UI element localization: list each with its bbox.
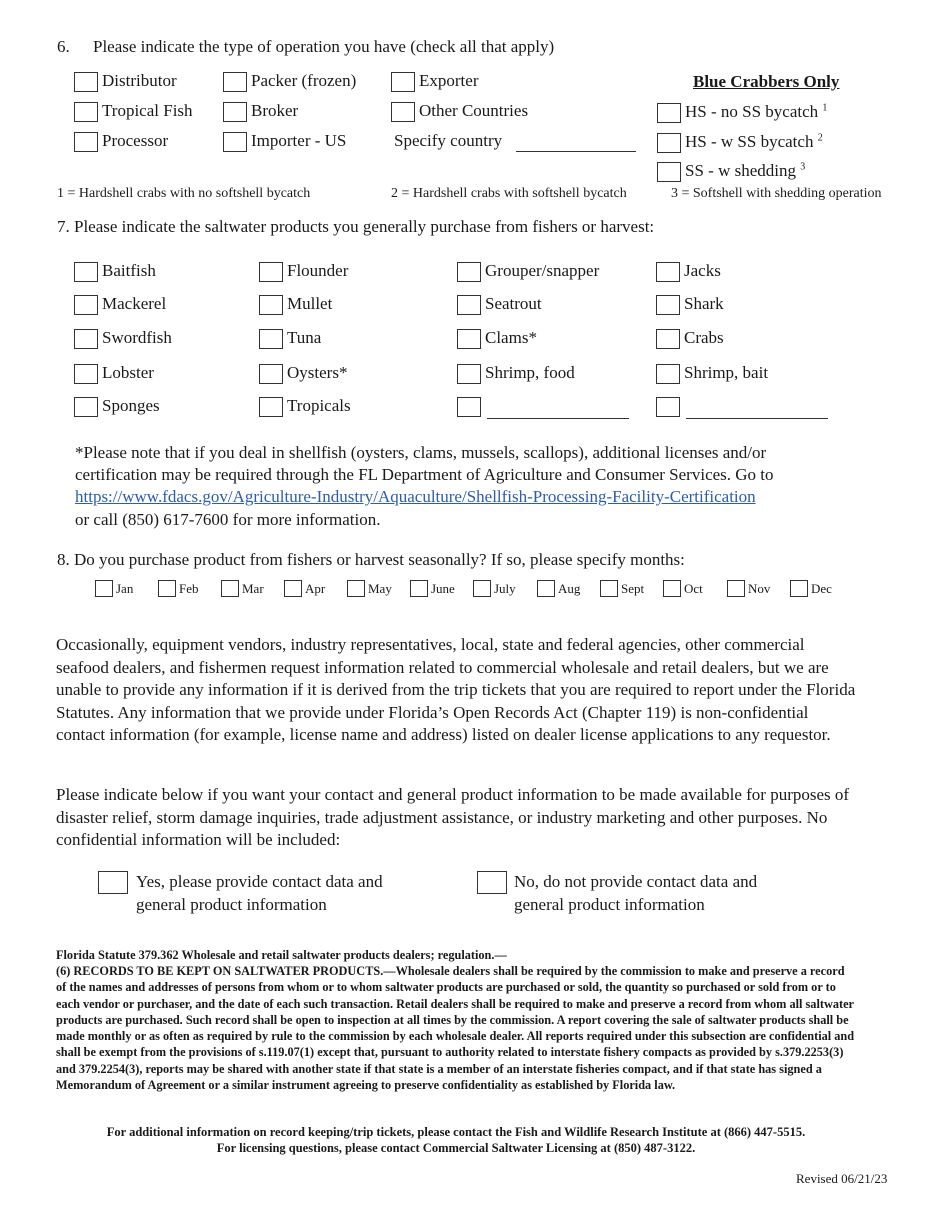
label-mullet: Mullet <box>287 294 333 313</box>
checkbox-shrimp-bait[interactable] <box>656 364 680 384</box>
label-seatrout: Seatrout <box>485 294 542 313</box>
label-tropical-fish: Tropical Fish <box>102 101 193 120</box>
label-specify-country: Specify country <box>394 131 503 150</box>
footnote-3: 3 = Softshell with shedding operation <box>671 186 882 201</box>
label-month-aug: Aug <box>558 581 581 596</box>
checkbox-importer-us[interactable] <box>223 132 247 152</box>
checkbox-jacks[interactable] <box>656 262 680 282</box>
label-month-mar: Mar <box>242 581 264 596</box>
checkbox-other-product-2[interactable] <box>656 397 680 417</box>
blue-crabbers-title: Blue Crabbers Only <box>693 72 840 91</box>
other-product-2-input[interactable] <box>686 418 828 419</box>
label-month-feb: Feb <box>179 581 199 596</box>
label-month-june: June <box>431 581 455 596</box>
contact-line-1: For additional information on record keeping/trip tickets, please contact the Fish and Wildlife Research Institute at (866) 447-5515. <box>106 1125 806 1139</box>
q6-number: 6. <box>57 37 70 56</box>
shellfish-note-line-1: *Please note that if you deal in shellfish (oysters, clams, mussels, scallops), additional licenses and/or <box>75 443 767 462</box>
checkbox-month-dec[interactable] <box>790 580 808 597</box>
other-product-1-input[interactable] <box>487 418 629 419</box>
label-jacks: Jacks <box>684 261 721 280</box>
checkbox-ss-w-shedding[interactable] <box>657 162 681 182</box>
checkbox-other-countries[interactable] <box>391 102 415 122</box>
label-processor: Processor <box>102 131 169 150</box>
checkbox-hs-no-ss-bycatch[interactable] <box>657 103 681 123</box>
checkbox-seatrout[interactable] <box>457 295 481 315</box>
label-shrimp-bait: Shrimp, bait <box>684 363 769 382</box>
checkbox-lobster[interactable] <box>74 364 98 384</box>
label-broker: Broker <box>251 101 299 120</box>
statute-title: Florida Statute 379.362 Wholesale and retail saltwater products dealers; regulation.— <box>56 948 507 962</box>
label-swordfish: Swordfish <box>102 328 172 347</box>
label-month-oct: Oct <box>684 581 703 596</box>
label-baitfish: Baitfish <box>102 261 156 280</box>
checkbox-tropicals[interactable] <box>259 397 283 417</box>
label-sponges: Sponges <box>102 396 160 415</box>
checkbox-swordfish[interactable] <box>74 329 98 349</box>
checkbox-month-jan[interactable] <box>95 580 113 597</box>
checkbox-processor[interactable] <box>74 132 98 152</box>
label-month-apr: Apr <box>305 581 326 596</box>
label-oysters: Oysters* <box>287 363 348 382</box>
checkbox-yes-provide-contact[interactable] <box>98 871 128 894</box>
label-tropicals: Tropicals <box>287 396 351 415</box>
checkbox-distributor[interactable] <box>74 72 98 92</box>
shellfish-note-line-2: certification may be required through the FL Department of Agriculture and Consumer Services. Go to <box>75 465 774 484</box>
checkbox-broker[interactable] <box>223 102 247 122</box>
label-other-countries: Other Countries <box>419 101 529 120</box>
checkbox-crabs[interactable] <box>656 329 680 349</box>
label-distributor: Distributor <box>102 71 177 90</box>
checkbox-shrimp-food[interactable] <box>457 364 481 384</box>
label-mackerel: Mackerel <box>102 294 167 313</box>
label-shark: Shark <box>684 294 724 313</box>
checkbox-month-oct[interactable] <box>663 580 681 597</box>
info-paragraph-1: Occasionally, equipment vendors, industry representatives, local, state and federal agencies, other commercial seafood dealers, and fishermen request information related to commercial wholesale and retail dealers, but we are unable to provide any information if it is derived from the trip tickets that you are required to report under the Florida Statutes. Any information that we provide under Florida’s Open Records Act (Chapter 119) is non-confidential contact information (for example, license name and address) listed on dealer license applications to any requestor. <box>56 635 856 744</box>
checkbox-month-mar[interactable] <box>221 580 239 597</box>
checkbox-oysters[interactable] <box>259 364 283 384</box>
q7-question: 7. Please indicate the saltwater products you generally purchase from fishers or harvest: <box>57 217 655 236</box>
label-month-july: July <box>494 581 516 596</box>
checkbox-mackerel[interactable] <box>74 295 98 315</box>
checkbox-tropical-fish[interactable] <box>74 102 98 122</box>
checkbox-month-apr[interactable] <box>284 580 302 597</box>
label-shrimp-food: Shrimp, food <box>485 363 575 382</box>
label-month-nov: Nov <box>748 581 771 596</box>
checkbox-shark[interactable] <box>656 295 680 315</box>
label-month-may: May <box>368 581 392 596</box>
checkbox-grouper-snapper[interactable] <box>457 262 481 282</box>
label-month-sept: Sept <box>621 581 645 596</box>
label-clams: Clams* <box>485 328 537 347</box>
label-importer-us: Importer - US <box>251 131 347 150</box>
label-flounder: Flounder <box>287 261 349 280</box>
specify-country-input[interactable] <box>516 151 636 152</box>
checkbox-month-july[interactable] <box>473 580 491 597</box>
checkbox-exporter[interactable] <box>391 72 415 92</box>
label-no-line-1: No, do not provide contact data and <box>514 872 758 891</box>
checkbox-month-feb[interactable] <box>158 580 176 597</box>
label-lobster: Lobster <box>102 363 154 382</box>
q8-question: 8. Do you purchase product from fishers or harvest seasonally? If so, please specify months: <box>57 550 685 569</box>
footnote-1: 1 = Hardshell crabs with no softshell bycatch <box>57 186 311 201</box>
checkbox-no-do-not-provide[interactable] <box>477 871 507 894</box>
checkbox-month-sept[interactable] <box>600 580 618 597</box>
checkbox-month-nov[interactable] <box>727 580 745 597</box>
checkbox-sponges[interactable] <box>74 397 98 417</box>
checkbox-mullet[interactable] <box>259 295 283 315</box>
checkbox-other-product-1[interactable] <box>457 397 481 417</box>
label-grouper-snapper: Grouper/snapper <box>485 261 600 280</box>
label-no-line-2: general product information <box>514 895 705 914</box>
label-yes-line-2: general product information <box>136 895 327 914</box>
fdacs-link[interactable]: https://www.fdacs.gov/Agriculture-Industry/Aquaculture/Shellfish-Processing-Facility-Certification <box>75 487 756 506</box>
label-tuna: Tuna <box>287 328 322 347</box>
checkbox-clams[interactable] <box>457 329 481 349</box>
info-paragraph-2: Please indicate below if you want your contact and general product information to be made available for purposes of disaster relief, storm damage inquiries, trade adjustment assistance, or industry marketing and other purposes. No confidential information will be included: <box>56 785 850 849</box>
checkbox-flounder[interactable] <box>259 262 283 282</box>
label-hs-no-ss-bycatch: HS - no SS bycatch $^1$ <box>685 102 828 121</box>
q6-question: Please indicate the type of operation you have (check all that apply) <box>93 37 555 56</box>
label-hs-w-ss-bycatch: HS - w SS bycatch $^2$ <box>685 132 823 151</box>
label-exporter: Exporter <box>419 71 479 90</box>
footnote-2: 2 = Hardshell crabs with softshell bycatch <box>391 186 627 201</box>
label-crabs: Crabs <box>684 328 724 347</box>
label-yes-line-1: Yes, please provide contact data and <box>136 872 383 891</box>
label-month-dec: Dec <box>811 581 832 596</box>
shellfish-note-line-4: or call (850) 617-7600 for more information. <box>75 510 381 529</box>
revised-date: Revised 06/21/23 <box>796 1171 888 1186</box>
label-packer-frozen: Packer (frozen) <box>251 71 357 90</box>
label-ss-w-shedding: SS - w shedding $^3$ <box>685 161 806 180</box>
checkbox-tuna[interactable] <box>259 329 283 349</box>
statute-body: (6) RECORDS TO BE KEPT ON SALTWATER PRODUCTS.—Wholesale dealers shall be required by the commission to make and preserve a record of the names and addresses of persons from whom or to whom saltwater products are purchased or sold, the quantity so purchased or sold from or to each vendor or purchaser, and the date of each such transaction. Retail dealers shall be required to make and preserve a record from whom all saltwater products are purchased. Such record shall be open to inspection at all times by the commission. A report covering the sale of saltwater products shall be made monthly or as often as required by rule to the commission by each wholesale dealer. All reports required under this subsection are confidential and shall be exempt from the provisions of s.119.07(1) except that, pursuant to authority related to interstate fishery compacts as provided by s.379.2253(3) and 379.2254(3), reports may be shared with another state if that state is a member of an interstate fisheries compact, and if that state has signed a Memorandum of Agreement or a similar instrument agreeing to preserve confidentiality as established by Florida law. <box>56 964 855 1093</box>
contact-line-2: For licensing questions, please contact Commercial Saltwater Licensing at (850) 487-3122. <box>216 1141 696 1155</box>
label-month-jan: Jan <box>116 581 134 596</box>
checkbox-month-june[interactable] <box>410 580 428 597</box>
checkbox-month-may[interactable] <box>347 580 365 597</box>
checkbox-baitfish[interactable] <box>74 262 98 282</box>
checkbox-hs-w-ss-bycatch[interactable] <box>657 133 681 153</box>
checkbox-packer-frozen[interactable] <box>223 72 247 92</box>
checkbox-month-aug[interactable] <box>537 580 555 597</box>
